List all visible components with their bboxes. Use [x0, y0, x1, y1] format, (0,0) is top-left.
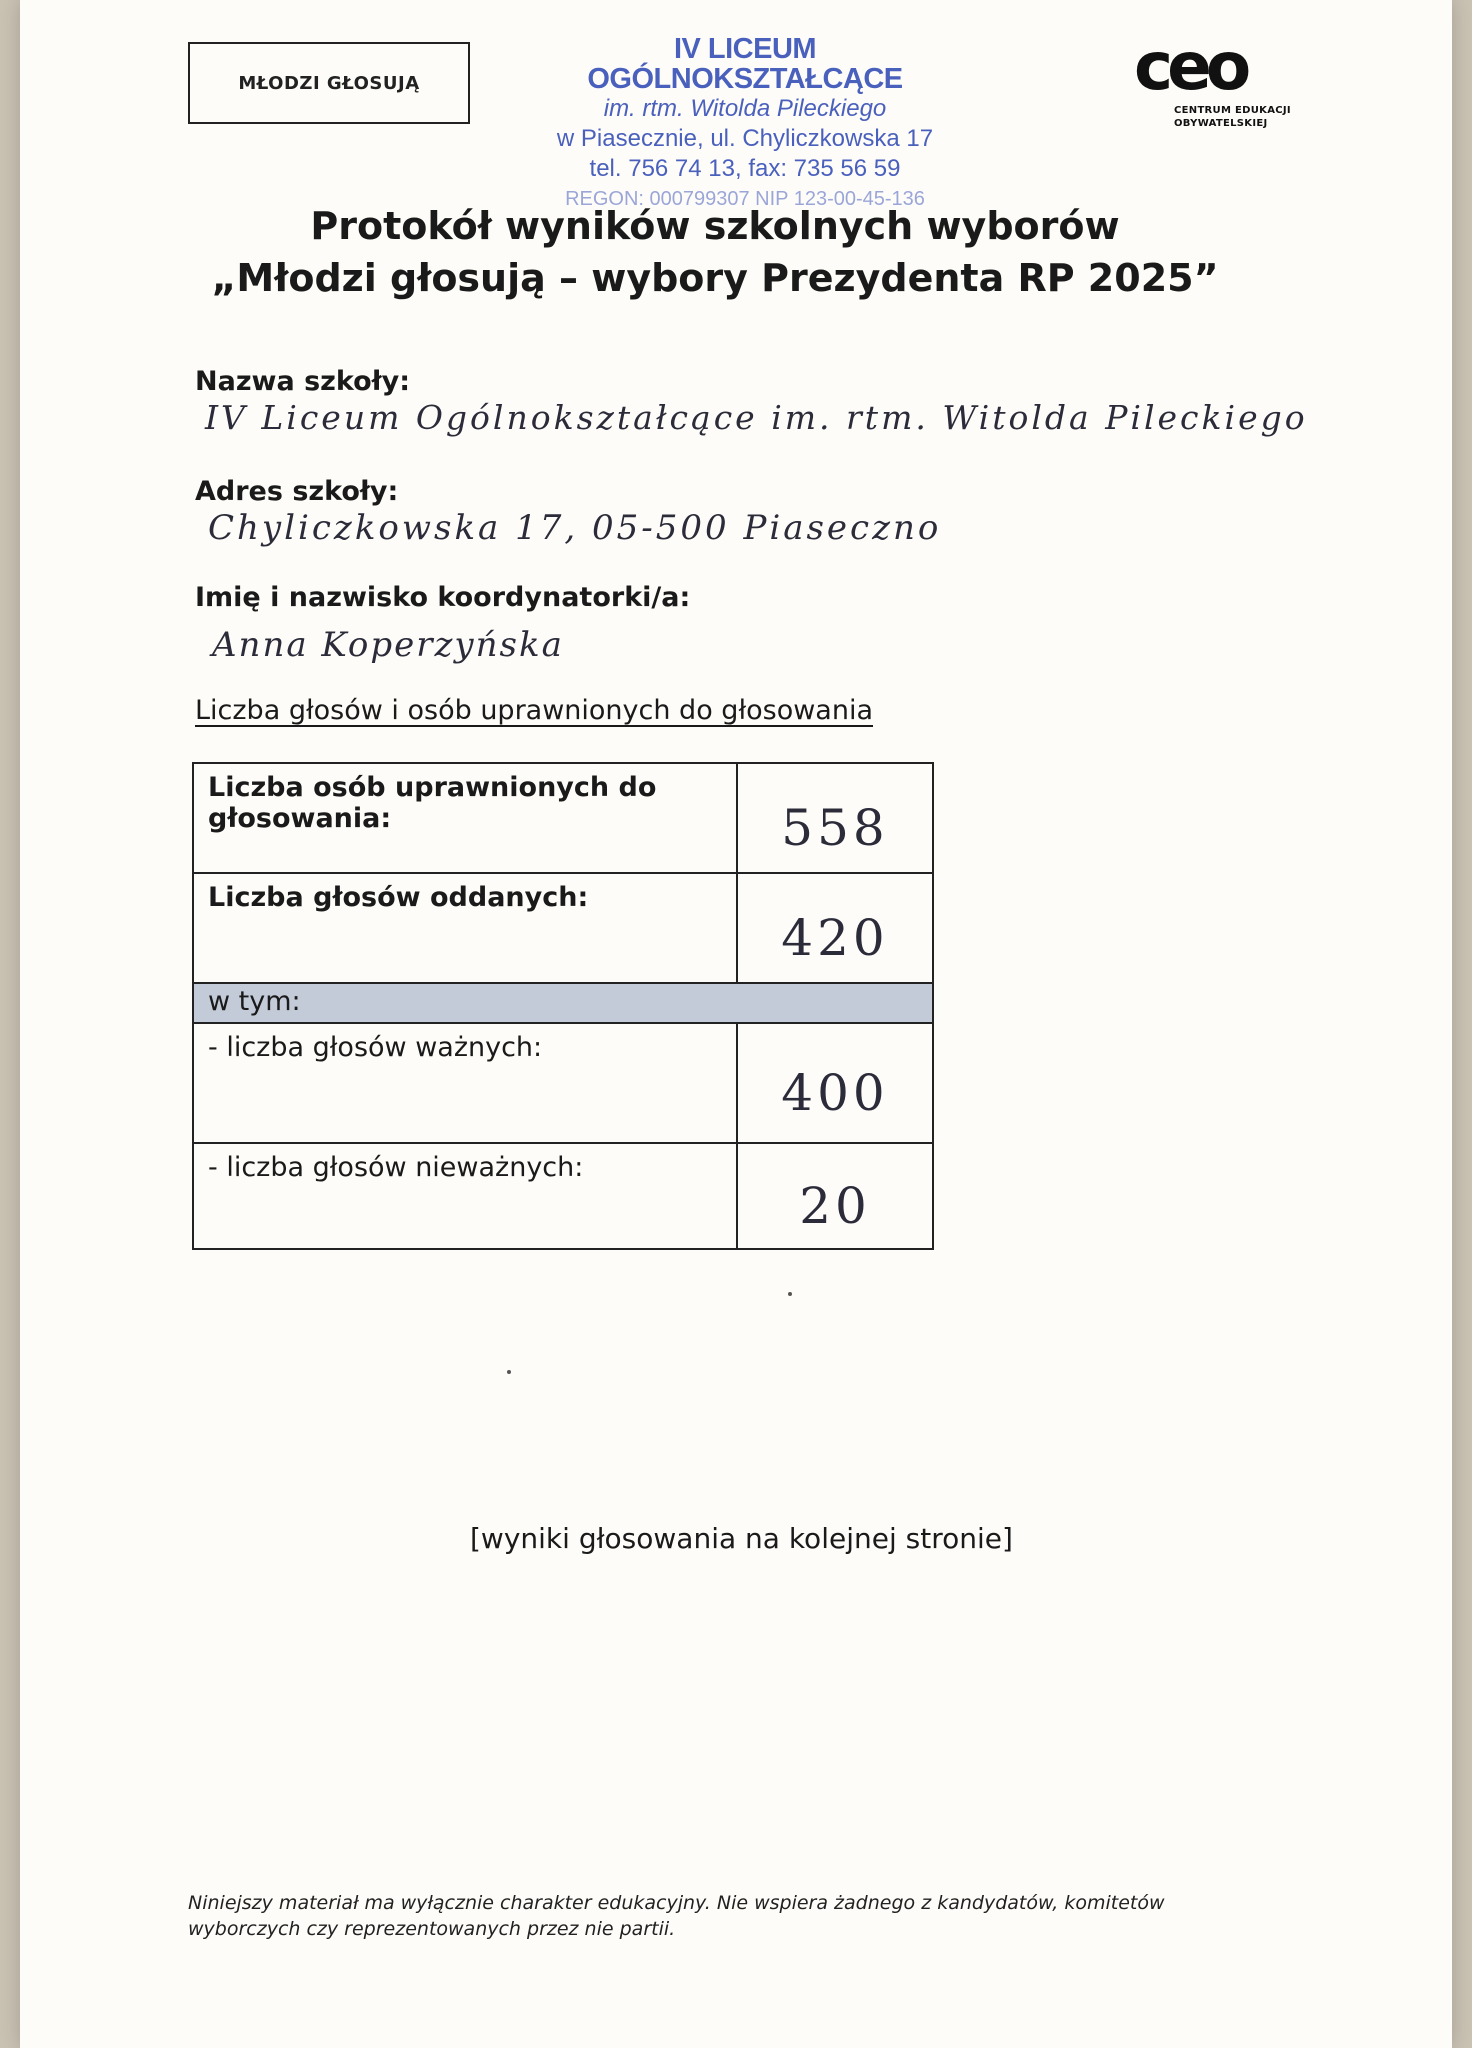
eligible-value: 558: [781, 799, 889, 857]
votes-table: [192, 762, 934, 1250]
valid-label: - liczba głosów ważnych:: [194, 1024, 738, 1142]
votes-section-label: Liczba głosów i osób uprawnionych do głosowania: [195, 695, 874, 726]
continuation-note: [wyniki głosowania na kolejnej stronie]: [470, 1522, 1013, 1555]
ceo-logo-line-1: CENTRUM EDUKACJI: [1174, 105, 1291, 116]
school-address-value: Chyliczkowska 17, 05-500 Piaseczno: [208, 508, 942, 548]
stamp-line-3: w Piasecznie, ul. Chyliczkowska 17: [556, 125, 934, 152]
invalid-label: - liczba głosów nieważnych:: [194, 1144, 738, 1248]
protocol-sheet: [20, 0, 1452, 2048]
stamp-line-2: im. rtm. Witolda Pileckiego: [603, 95, 887, 122]
ceo-logo-subtitle: [1174, 104, 1310, 130]
school-name-label: Nazwa szkoły:: [195, 366, 411, 397]
coordinator-label: Imię i nazwisko koordynatorki/a:: [195, 582, 691, 613]
coordinator-value: Anna Koperzyńska: [212, 625, 564, 665]
cast-value: 420: [781, 909, 889, 967]
program-tag: MŁODZI GŁOSUJĄ: [188, 42, 470, 124]
ceo-logo-mark: ceo: [1134, 28, 1246, 105]
title-line-2: „Młodzi głosują – wybory Prezydenta RP 2025”: [211, 256, 1219, 300]
cast-label: Liczba głosów oddanych:: [194, 874, 738, 982]
invalid-row: [194, 1144, 932, 1248]
school-address-label: Adres szkoły:: [195, 476, 399, 507]
valid-row: [194, 1024, 932, 1144]
cast-row: [194, 874, 932, 984]
document-title: [200, 200, 1230, 304]
stamp-line-1: IV LICEUM OGÓLNOKSZTAŁCĄCE: [587, 33, 903, 95]
ceo-logo: [1130, 28, 1310, 144]
ceo-logo-line-2: OBYWATELSKIEJ: [1174, 118, 1268, 129]
including-band: w tym:: [194, 984, 932, 1024]
eligible-row: [194, 764, 932, 874]
valid-value: 400: [781, 1064, 889, 1122]
disclaimer-footer: Niniejszy materiał ma wyłącznie charakter edukacyjny. Nie wspiera żadnego z kandydatów, komitetów wyborczych czy reprezentowanych przez nie partii.: [188, 1892, 1165, 1940]
title-line-1: Protokół wyników szkolnych wyborów: [310, 204, 1120, 248]
stamp-line-4: tel. 756 74 13, fax: 735 56 59: [589, 155, 901, 182]
invalid-value: 20: [799, 1177, 871, 1235]
eligible-label: Liczba osób uprawnionych do głosowania:: [194, 764, 738, 872]
paper-speck: [507, 1370, 511, 1374]
school-stamp: [525, 33, 965, 210]
school-name-value: IV Liceum Ogólnokształcące im. rtm. Witolda Pileckiego: [205, 398, 1308, 437]
stamp-line-5: REGON: 000799307 NIP 123-00-45-136: [565, 188, 925, 210]
paper-speck: [788, 1292, 792, 1296]
